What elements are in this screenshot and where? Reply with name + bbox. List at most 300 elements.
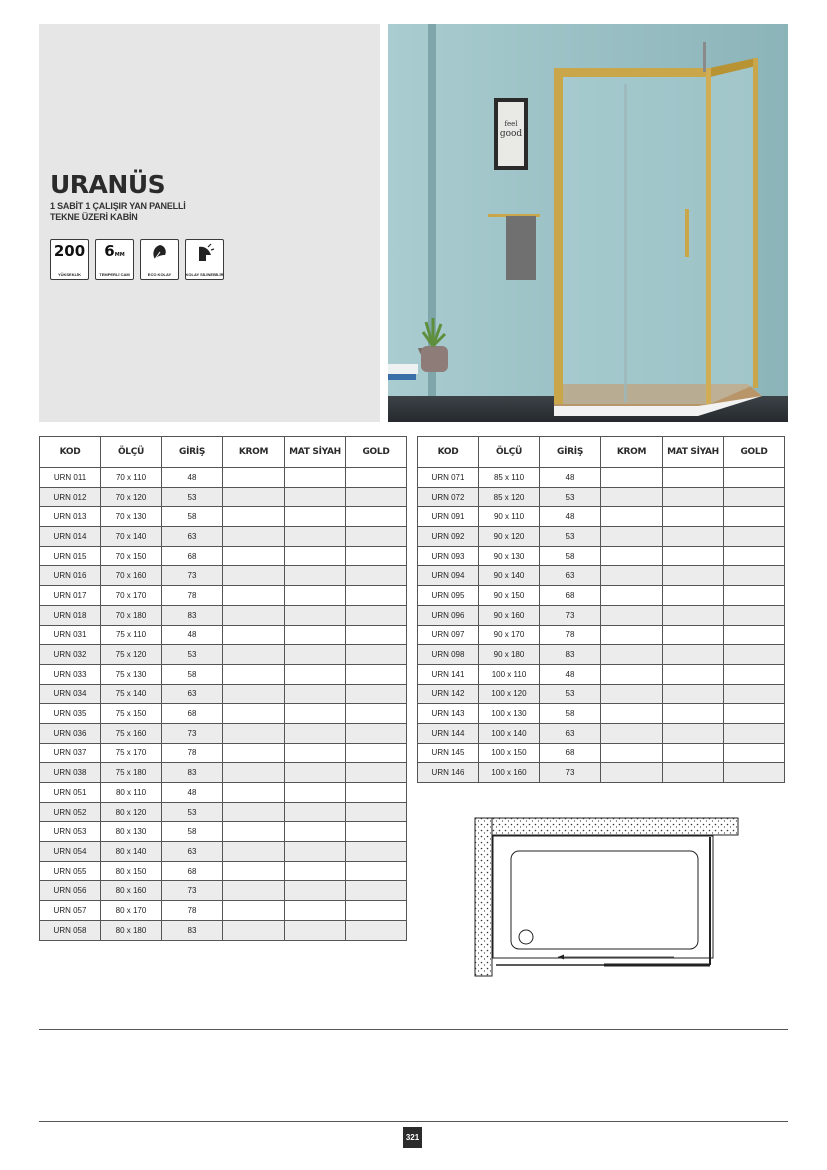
page-number: 321 <box>403 1127 422 1148</box>
table-row <box>40 783 407 803</box>
cell-gold <box>724 546 785 566</box>
cell-giris: 78 <box>162 586 223 606</box>
header-mat-siyah: MAT SİYAH <box>285 437 346 468</box>
table-row <box>418 723 785 743</box>
table-row <box>40 468 407 488</box>
table-row <box>418 743 785 763</box>
cell-giris: 83 <box>162 605 223 625</box>
cell-mat-siyah <box>285 763 346 783</box>
cell-olcu: 75 x 180 <box>101 763 162 783</box>
badge-clean <box>185 239 224 280</box>
cell-kod: URN 097 <box>418 625 479 645</box>
table-row <box>40 802 407 822</box>
table-row <box>418 704 785 724</box>
cell-olcu: 90 x 120 <box>479 527 540 547</box>
cell-gold <box>346 527 407 547</box>
cell-giris: 53 <box>540 527 601 547</box>
header-olcu: ÖLÇÜ <box>101 437 162 468</box>
cell-giris: 53 <box>162 802 223 822</box>
cell-kod: URN 032 <box>40 645 101 665</box>
cell-gold <box>724 704 785 724</box>
cell-olcu: 85 x 120 <box>479 487 540 507</box>
cell-kod: URN 033 <box>40 664 101 684</box>
cell-giris: 73 <box>162 566 223 586</box>
cell-olcu: 75 x 140 <box>101 684 162 704</box>
cell-gold <box>724 763 785 783</box>
table-row <box>40 586 407 606</box>
easy-clean-icon <box>194 243 216 263</box>
cell-mat-siyah <box>285 802 346 822</box>
cell-kod: URN 034 <box>40 684 101 704</box>
header-giris: GİRİŞ <box>540 437 601 468</box>
cell-olcu: 70 x 160 <box>101 566 162 586</box>
badge-glass-value: 6MM <box>104 242 125 260</box>
cell-olcu: 100 x 110 <box>479 664 540 684</box>
cell-kod: URN 058 <box>40 920 101 940</box>
cell-mat-siyah <box>663 566 724 586</box>
cell-gold <box>724 645 785 665</box>
table-row <box>40 920 407 940</box>
cell-giris: 58 <box>162 664 223 684</box>
cell-krom <box>601 645 663 665</box>
cell-giris: 63 <box>540 566 601 586</box>
header-krom: KROM <box>223 437 285 468</box>
table-row <box>418 605 785 625</box>
cell-mat-siyah <box>663 527 724 547</box>
cell-krom <box>223 743 285 763</box>
cell-mat-siyah <box>285 645 346 665</box>
cell-krom <box>223 566 285 586</box>
table-row <box>40 822 407 842</box>
cell-kod: URN 056 <box>40 881 101 901</box>
cell-olcu: 70 x 180 <box>101 605 162 625</box>
table-row <box>40 664 407 684</box>
cell-olcu: 80 x 120 <box>101 802 162 822</box>
cell-olcu: 90 x 130 <box>479 546 540 566</box>
cell-krom <box>223 468 285 488</box>
cell-kod: URN 072 <box>418 487 479 507</box>
cell-krom <box>223 802 285 822</box>
cell-mat-siyah <box>285 901 346 921</box>
table-row <box>40 881 407 901</box>
cell-olcu: 100 x 130 <box>479 704 540 724</box>
cell-giris: 83 <box>162 763 223 783</box>
cell-krom <box>601 625 663 645</box>
cell-gold <box>346 684 407 704</box>
badge-clean-label: KOLAY SİLİNEBİLİR <box>185 272 224 277</box>
table-row <box>418 546 785 566</box>
table-row <box>40 723 407 743</box>
badge-eco <box>140 239 179 280</box>
cell-mat-siyah <box>663 664 724 684</box>
cell-gold <box>724 625 785 645</box>
cell-kod: URN 144 <box>418 723 479 743</box>
cell-krom <box>601 566 663 586</box>
table-row <box>40 507 407 527</box>
table-row <box>40 704 407 724</box>
cell-kod: URN 055 <box>40 861 101 881</box>
cell-gold <box>346 664 407 684</box>
cell-olcu: 80 x 160 <box>101 881 162 901</box>
cell-mat-siyah <box>285 507 346 527</box>
table-row <box>40 645 407 665</box>
cell-gold <box>346 487 407 507</box>
cell-kod: URN 054 <box>40 842 101 862</box>
cell-giris: 63 <box>540 723 601 743</box>
cell-krom <box>223 507 285 527</box>
cell-gold <box>724 743 785 763</box>
cell-olcu: 70 x 110 <box>101 468 162 488</box>
badge-height-label: YÜKSEKLİK <box>57 272 82 277</box>
cell-kod: URN 141 <box>418 664 479 684</box>
cell-giris: 73 <box>540 605 601 625</box>
table-row <box>40 684 407 704</box>
cell-gold <box>346 586 407 606</box>
cell-gold <box>724 605 785 625</box>
cell-gold <box>724 684 785 704</box>
cell-kod: URN 053 <box>40 822 101 842</box>
cell-giris: 68 <box>540 743 601 763</box>
cell-giris: 53 <box>162 645 223 665</box>
cell-gold <box>346 743 407 763</box>
cell-giris: 63 <box>162 527 223 547</box>
table-header-row <box>40 437 407 468</box>
cell-giris: 68 <box>162 861 223 881</box>
cell-krom <box>601 586 663 606</box>
cell-olcu: 75 x 120 <box>101 645 162 665</box>
table-row <box>418 586 785 606</box>
cell-mat-siyah <box>663 586 724 606</box>
cell-kod: URN 016 <box>40 566 101 586</box>
cell-olcu: 100 x 140 <box>479 723 540 743</box>
cell-kod: URN 095 <box>418 586 479 606</box>
header-gold: GOLD <box>724 437 785 468</box>
badge-height <box>50 239 89 280</box>
header-kod: KOD <box>40 437 101 468</box>
cell-olcu: 70 x 120 <box>101 487 162 507</box>
cell-kod: URN 038 <box>40 763 101 783</box>
badge-eco-label: ECO KOLAY <box>147 272 172 277</box>
cell-gold <box>346 763 407 783</box>
cell-gold <box>724 468 785 488</box>
cell-kod: URN 052 <box>40 802 101 822</box>
cell-kod: URN 094 <box>418 566 479 586</box>
cell-mat-siyah <box>285 664 346 684</box>
badge-height-value: 200 <box>53 242 86 260</box>
subtitle-line-1: 1 SABİT 1 ÇALIŞIR YAN PANELLİ <box>50 201 186 211</box>
cell-olcu: 80 x 150 <box>101 861 162 881</box>
cell-olcu: 80 x 110 <box>101 783 162 803</box>
cell-kod: URN 143 <box>418 704 479 724</box>
cell-kod: URN 017 <box>40 586 101 606</box>
cell-mat-siyah <box>663 605 724 625</box>
cell-krom <box>223 920 285 940</box>
cell-kod: URN 037 <box>40 743 101 763</box>
cell-giris: 48 <box>162 625 223 645</box>
table-row <box>40 901 407 921</box>
cell-krom <box>601 527 663 547</box>
cell-kod: URN 057 <box>40 901 101 921</box>
cell-krom <box>223 684 285 704</box>
cell-mat-siyah <box>285 920 346 940</box>
table-row <box>40 625 407 645</box>
cell-olcu: 80 x 180 <box>101 920 162 940</box>
spec-table-right <box>417 436 785 783</box>
cell-krom <box>223 822 285 842</box>
cell-olcu: 90 x 140 <box>479 566 540 586</box>
cell-olcu: 100 x 120 <box>479 684 540 704</box>
cell-gold <box>346 566 407 586</box>
cell-giris: 48 <box>162 468 223 488</box>
table-row <box>418 527 785 547</box>
product-title: URANÜS <box>50 170 166 199</box>
cell-mat-siyah <box>663 487 724 507</box>
cell-giris: 48 <box>540 664 601 684</box>
cell-mat-siyah <box>663 507 724 527</box>
cell-giris: 73 <box>540 763 601 783</box>
cell-krom <box>223 842 285 862</box>
cell-giris: 48 <box>540 507 601 527</box>
cell-krom <box>223 487 285 507</box>
cell-olcu: 85 x 110 <box>479 468 540 488</box>
cell-mat-siyah <box>663 723 724 743</box>
shower-cabin-photo <box>388 24 788 422</box>
badge-glass-label: TEMPERLİ CAM <box>99 272 130 277</box>
cell-mat-siyah <box>285 487 346 507</box>
cell-krom <box>601 743 663 763</box>
cell-olcu: 75 x 160 <box>101 723 162 743</box>
cell-giris: 53 <box>162 487 223 507</box>
cell-krom <box>223 664 285 684</box>
cell-giris: 78 <box>162 743 223 763</box>
cell-giris: 83 <box>162 920 223 940</box>
table-row <box>40 743 407 763</box>
cell-kod: URN 011 <box>40 468 101 488</box>
header-krom: KROM <box>601 437 663 468</box>
cell-mat-siyah <box>663 645 724 665</box>
cell-gold <box>346 468 407 488</box>
cell-mat-siyah <box>285 625 346 645</box>
cell-giris: 68 <box>540 586 601 606</box>
header-mat-siyah: MAT SİYAH <box>663 437 724 468</box>
cell-olcu: 75 x 150 <box>101 704 162 724</box>
cell-olcu: 70 x 140 <box>101 527 162 547</box>
cell-giris: 68 <box>162 704 223 724</box>
cell-giris: 73 <box>162 881 223 901</box>
cell-kod: URN 091 <box>418 507 479 527</box>
cell-olcu: 90 x 170 <box>479 625 540 645</box>
cell-krom <box>223 723 285 743</box>
cell-olcu: 70 x 150 <box>101 546 162 566</box>
cell-kod: URN 014 <box>40 527 101 547</box>
cell-olcu: 90 x 180 <box>479 645 540 665</box>
cell-gold <box>346 881 407 901</box>
cell-gold <box>724 664 785 684</box>
cell-olcu: 80 x 130 <box>101 822 162 842</box>
cell-giris: 58 <box>162 507 223 527</box>
header-gold: GOLD <box>346 437 407 468</box>
cell-mat-siyah <box>285 586 346 606</box>
cell-kod: URN 098 <box>418 645 479 665</box>
cell-mat-siyah <box>285 842 346 862</box>
cell-gold <box>346 901 407 921</box>
cell-mat-siyah <box>285 783 346 803</box>
cell-olcu: 100 x 160 <box>479 763 540 783</box>
table-row <box>40 527 407 547</box>
header-olcu: ÖLÇÜ <box>479 437 540 468</box>
cell-mat-siyah <box>285 881 346 901</box>
cell-mat-siyah <box>285 527 346 547</box>
cell-giris: 58 <box>540 704 601 724</box>
cell-olcu: 90 x 110 <box>479 507 540 527</box>
cell-gold <box>346 842 407 862</box>
cell-gold <box>724 586 785 606</box>
cell-krom <box>601 605 663 625</box>
cell-kod: URN 012 <box>40 487 101 507</box>
cell-olcu: 80 x 170 <box>101 901 162 921</box>
table-row <box>40 861 407 881</box>
cell-kod: URN 013 <box>40 507 101 527</box>
cell-krom <box>223 605 285 625</box>
cell-giris: 48 <box>162 783 223 803</box>
cell-olcu: 70 x 170 <box>101 586 162 606</box>
cell-kod: URN 145 <box>418 743 479 763</box>
cell-krom <box>601 684 663 704</box>
cell-krom <box>223 861 285 881</box>
top-view-plan-diagram <box>474 817 739 977</box>
cell-krom <box>601 664 663 684</box>
cell-mat-siyah <box>285 723 346 743</box>
cell-kod: URN 031 <box>40 625 101 645</box>
cell-gold <box>724 527 785 547</box>
cell-gold <box>346 920 407 940</box>
cell-kod: URN 018 <box>40 605 101 625</box>
cell-olcu: 80 x 140 <box>101 842 162 862</box>
cell-kod: URN 093 <box>418 546 479 566</box>
divider-bottom <box>39 1121 788 1122</box>
table-row <box>40 605 407 625</box>
cell-olcu: 100 x 150 <box>479 743 540 763</box>
cell-kod: URN 035 <box>40 704 101 724</box>
table-row <box>418 763 785 783</box>
svg-text:good: good <box>499 129 523 139</box>
table-row <box>418 645 785 665</box>
cell-gold <box>346 802 407 822</box>
cell-gold <box>724 723 785 743</box>
cell-kod: URN 142 <box>418 684 479 704</box>
cell-gold <box>346 704 407 724</box>
cell-krom <box>601 723 663 743</box>
product-photo <box>388 24 788 422</box>
cell-mat-siyah <box>663 468 724 488</box>
table-row <box>418 468 785 488</box>
cell-krom <box>223 704 285 724</box>
cell-olcu: 90 x 150 <box>479 586 540 606</box>
svg-text:feel: feel <box>504 120 518 128</box>
cell-krom <box>223 763 285 783</box>
cell-gold <box>724 507 785 527</box>
cell-krom <box>223 546 285 566</box>
cell-gold <box>346 645 407 665</box>
cell-giris: 63 <box>162 842 223 862</box>
cell-krom <box>601 704 663 724</box>
cell-krom <box>223 881 285 901</box>
cell-mat-siyah <box>285 468 346 488</box>
table-row <box>40 763 407 783</box>
cell-gold <box>724 566 785 586</box>
cell-gold <box>346 723 407 743</box>
cell-gold <box>346 625 407 645</box>
cell-giris: 48 <box>540 468 601 488</box>
cell-kod: URN 071 <box>418 468 479 488</box>
cell-giris: 83 <box>540 645 601 665</box>
table-row <box>418 566 785 586</box>
cell-mat-siyah <box>285 743 346 763</box>
cell-krom <box>223 783 285 803</box>
cell-mat-siyah <box>663 763 724 783</box>
cell-kod: URN 146 <box>418 763 479 783</box>
table-row <box>40 842 407 862</box>
cell-gold <box>346 861 407 881</box>
cell-krom <box>223 527 285 547</box>
spec-table-left <box>39 436 407 941</box>
cell-mat-siyah <box>663 704 724 724</box>
cell-mat-siyah <box>285 822 346 842</box>
cell-giris: 58 <box>162 822 223 842</box>
table-row <box>418 625 785 645</box>
cell-krom <box>601 468 663 488</box>
cell-gold <box>346 783 407 803</box>
cell-krom <box>223 901 285 921</box>
cell-mat-siyah <box>285 704 346 724</box>
cell-mat-siyah <box>663 684 724 704</box>
cell-gold <box>346 546 407 566</box>
table-row <box>418 487 785 507</box>
cell-mat-siyah <box>663 625 724 645</box>
cell-giris: 53 <box>540 487 601 507</box>
cell-giris: 58 <box>540 546 601 566</box>
cell-olcu: 90 x 160 <box>479 605 540 625</box>
cell-krom <box>223 645 285 665</box>
eco-leaf-icon <box>149 243 171 263</box>
divider-top <box>39 1029 788 1030</box>
cell-kod: URN 036 <box>40 723 101 743</box>
cell-kod: URN 096 <box>418 605 479 625</box>
cell-mat-siyah <box>285 605 346 625</box>
cell-olcu: 75 x 130 <box>101 664 162 684</box>
cell-olcu: 75 x 170 <box>101 743 162 763</box>
cell-krom <box>601 507 663 527</box>
cell-giris: 68 <box>162 546 223 566</box>
cell-giris: 63 <box>162 684 223 704</box>
cell-krom <box>601 763 663 783</box>
hero-panel <box>39 24 380 422</box>
cell-gold <box>346 822 407 842</box>
cell-giris: 78 <box>162 901 223 921</box>
cell-mat-siyah <box>663 546 724 566</box>
cell-kod: URN 015 <box>40 546 101 566</box>
cell-olcu: 75 x 110 <box>101 625 162 645</box>
table-row <box>418 684 785 704</box>
cell-giris: 78 <box>540 625 601 645</box>
cell-gold <box>724 487 785 507</box>
cell-mat-siyah <box>285 566 346 586</box>
table-header-row <box>418 437 785 468</box>
cell-gold <box>346 605 407 625</box>
table-row <box>418 664 785 684</box>
table-row <box>40 566 407 586</box>
cell-gold <box>346 507 407 527</box>
